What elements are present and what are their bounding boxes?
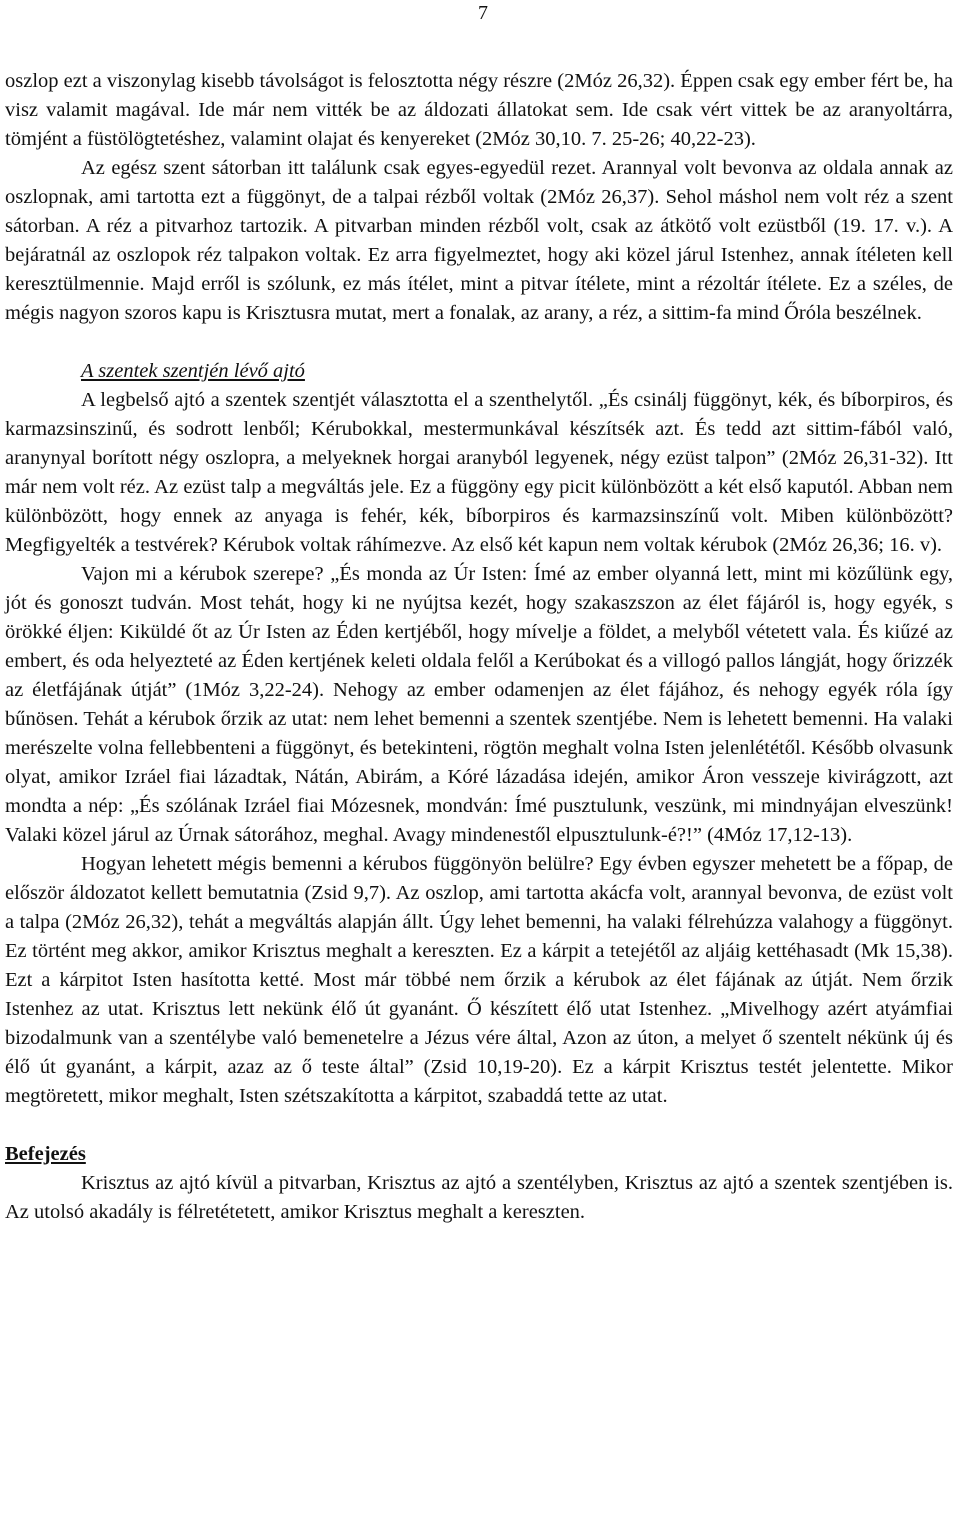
paragraph: Az egész szent sátorban itt találunk csak egyes-egyedül rezet. Arannyal volt bevonva az oldala annak az oszlopnak, ami tartotta ezt a függönyt, de a talpai rézből voltak (2Móz 26,37). Sehol máshol nem volt réz a szent sátorban. A réz a pitvarhoz tartozik. A pitvarban minden rézből volt, csak az átkötő volt ezüstből (19. 17. v.). A bejáratnál az oszlopok réz talpakon voltak. Ez arra figyelmeztet, hogy aki közel járul Istenhez, annak ítéleten kell keresztülmennie. Majd erről is szólunk, ez más ítélet, mint a pitvar ítélete, mint a rézoltár ítélete. Ez a széles, de mégis nagyon szoros kapu is Krisztusra mutat, mert a fonalak, az arany, a réz, a sittim-fa mind Őróla beszélnek. <box>5 157 953 324</box>
section-heading: A szentek szentjén lévő ajtó <box>81 360 305 382</box>
spacer <box>5 328 953 357</box>
spacer <box>5 1111 953 1140</box>
document-body <box>5 67 953 1227</box>
paragraph: oszlop ezt a viszonylag kisebb távolságot is felosztotta négy részre (2Móz 26,32). Éppen csak egy ember fért be, ha visz valamit magával. Ide már nem vitték be az áldozati állatokat sem. Ide csak vért vittek be az aranyoltárra, tömjént a füstölögtetéshez, valamint olajat és kenyereket (2Móz 30,10. 7. 25-26; 40,22-23). <box>5 70 953 150</box>
paragraph: A legbelső ajtó a szentek szentjét választotta el a szenthelytől. „És csinálj függönyt, kék, és bíborpiros, és karmazsinszinű, és sodrott lenből; Kérubokkal, mestermunkával készítsék azt. És tedd azt sittim-fából való, aranynyal borított négy oszlopra, a melyeknek horgai aranyból legyenek, négy ezüst talpon” (2Móz 26,31-32). Itt már nem volt réz. Az ezüst talp a megváltás jele. Ez a függöny egy picit különbözött a két első kaputól. Abban nem különbözött, hogy ennek az anyaga is fehér, kék, bíborpiros és karmazsinszínű volt. Miben különbözött? Megfigyelték a testvérek? Kérubok voltak ráhímezve. Az első két kapun nem voltak kérubok (2Móz 26,36; 16. v). <box>5 389 953 556</box>
paragraph: Hogyan lehetett mégis bemenni a kérubos függönyön belülre? Egy évben egyszer mehetett be a főpap, de először áldozatot kellett bemutatnia (Zsid 9,7). Az oszlop, ami tartotta akácfa volt, arannyal bevonva, de ezüst volt a talpa (2Móz 26,32), tehát a megváltás alapján állt. Úgy lehet bemenni, ha valaki félrehúzza valahogy a függönyt. Ez történt meg akkor, amikor Krisztus meghalt a kereszten. Ez a kárpit a tetejétől az aljáig kettéhasadt (Mk 15,38). Ezt a kárpitot Isten hasította ketté. Most már többé nem őrzik a kérubok az élet fájának az útját. Nem őrzik Istenhez az utat. Krisztus lett nekünk élő út gyanánt. Ő készített élő utat Istenhez. „Mivelhogy azért atyámfiai bizodalmunk van a szentélybe való bemenetelre a Jézus vére által, Azon az úton, a melyet ő szentelt nékünk új és élő út gyanánt, a kárpit, azaz az ő teste által” (Zsid 10,19-20). Ez a kárpit Krisztus testét jelentette. Mikor megtöretett, mikor meghalt, Isten szétszakította a kárpitot, szabaddá tette az utat. <box>5 853 953 1107</box>
section-heading: Befejezés <box>5 1143 86 1165</box>
paragraph: Krisztus az ajtó kívül a pitvarban, Krisztus az ajtó a szentélyben, Krisztus az ajtó a szentek szentjében is. Az utolsó akadály is félretétetett, amikor Krisztus meghalt a kereszten. <box>5 1172 953 1223</box>
page-number: 7 <box>478 2 488 24</box>
paragraph: Vajon mi a kérubok szerepe? „És monda az Úr Isten: Ímé az ember olyanná lett, mint mi közűlünk egy, jót és gonoszt tudván. Most tehát, hogy ki ne nyújtsa kezét, hogy szakaszszon az élet fájáról is, hogy egyék, s örökké éljen: Kiküldé őt az Úr Isten az Éden kertjéből, hogy mívelje a földet, a melyből vétetett vala. És kiűzé az embert, és oda helyezteté az Éden kertjének keleti oldala felől a Kerúbokat és a villogó pallos lángját, hogy őrizzék az életfájának útját” (1Móz 3,22-24). Nehogy az ember odamenjen az élet fájához, és nehogy egyék róla így bűnösen. Tehát a kérubok őrzik az utat: nem lehet bemenni a szentek szentjébe. Nem is lehetett bemenni. Ha valaki merészelte volna fellebbenteni a függönyt, és betekinteni, rögtön meghalt volna Isten jelenlététől. Később olvasunk olyat, amikor Izráel fiai lázadtak, Nátán, Abirám, a Kóré lázadása idején, amikor Áron vesszeje kivirágzott, azt mondta a nép: „És szólának Izráel fiai Mózesnek, mondván: Ímé pusztulunk, veszünk, mi mindnyájan elveszünk! Valaki közel járul az Úrnak sátorához, meghal. Avagy mindenestől elpusztulunk-é?!” (4Móz 17,12-13). <box>5 563 953 846</box>
